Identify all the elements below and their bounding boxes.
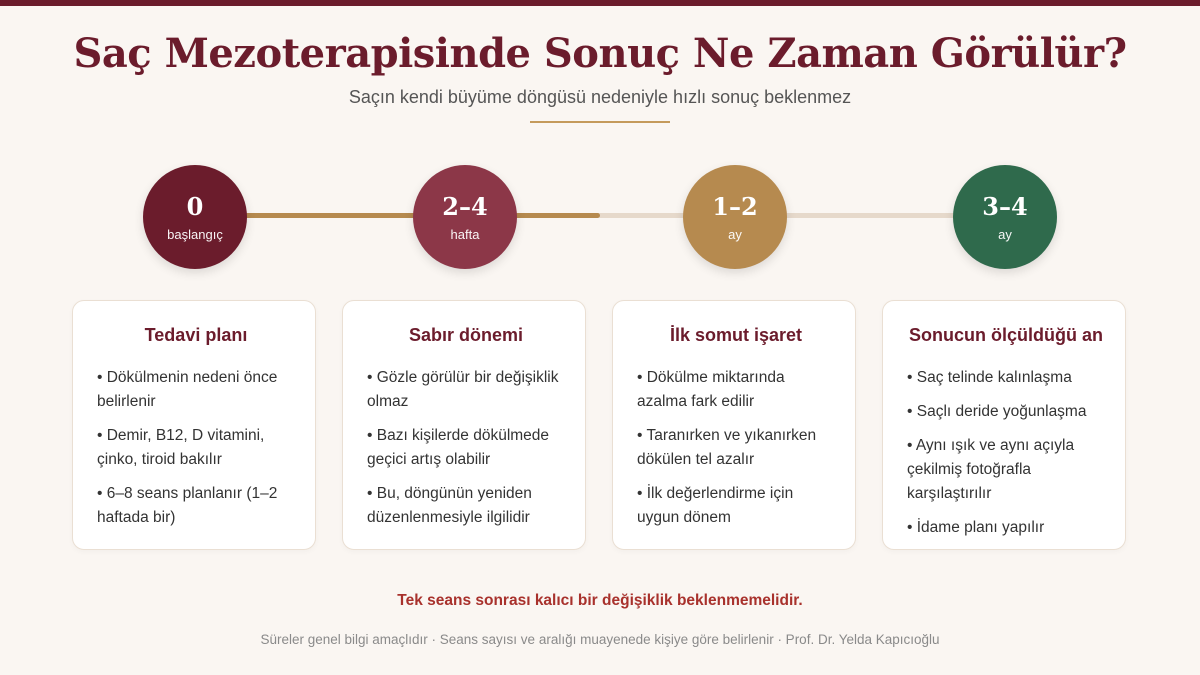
list-item: • Demir, B12, D vitamini, çinko, tiroid bakılır xyxy=(97,427,265,468)
card-title: Sabır dönemi xyxy=(408,325,524,345)
timeline-step-months-early xyxy=(683,165,787,269)
page-title: Saç Mezoterapisinde Sonuç Ne Zaman Görülür? xyxy=(73,30,1127,77)
list-item: • İdame planı yapılır xyxy=(907,519,1045,536)
card-list xyxy=(97,366,295,530)
card-result-measured xyxy=(882,300,1126,550)
list-item: • 6–8 seans planlanır (1–2 haftada bir) xyxy=(97,485,278,526)
list-item: • Bazı kişilerde dökülmede geçici artış olabilir xyxy=(367,427,550,468)
warning-note: Tek seans sonrası kalıcı bir değişiklik beklenmemelidir. xyxy=(397,592,803,609)
card-treatment-plan xyxy=(72,300,316,550)
timeline-step-months-result xyxy=(953,165,1057,269)
step-value: 3–4 xyxy=(982,191,1028,221)
list-item: • Bu, döngünün yeniden düzenlenmesiyle ilgilidir xyxy=(367,485,532,526)
step-unit: ay xyxy=(728,226,742,242)
card-list xyxy=(367,366,565,530)
step-value: 0 xyxy=(186,191,204,221)
timeline-step-weeks xyxy=(413,165,517,269)
list-item: • Saçlı deride yoğunlaşma xyxy=(907,403,1087,420)
card-first-sign xyxy=(612,300,856,550)
card-list xyxy=(637,366,835,530)
card-patience-period xyxy=(342,300,586,550)
card-title: Tedavi planı xyxy=(144,325,248,345)
title-divider xyxy=(530,121,670,123)
list-item: • İlk değerlendirme için uygun dönem xyxy=(637,485,794,526)
footer-note: Süreler genel bilgi amaçlıdır · Seans sayısı ve aralığı muayenede kişiye göre belirlenir · Prof. Dr. Yelda Kapıcıoğlu xyxy=(260,632,940,647)
card-title: Sonucun ölçüldüğü an xyxy=(909,325,1103,345)
card-list xyxy=(907,366,1105,540)
timeline-progress xyxy=(195,213,600,218)
top-accent-bar xyxy=(0,0,1200,6)
list-item: • Gözle görülür bir değişiklik olmaz xyxy=(367,369,559,410)
list-item: • Taranırken ve yıkanırken dökülen tel azalır xyxy=(637,427,817,468)
timeline-step-start xyxy=(143,165,247,269)
step-value: 2–4 xyxy=(442,191,488,221)
page-subtitle: Saçın kendi büyüme döngüsü nedeniyle hızlı sonuç beklenmez xyxy=(348,87,852,107)
list-item: • Aynı ışık ve aynı açıyla çekilmiş fotoğrafla karşılaştırılır xyxy=(907,437,1075,502)
step-unit: hafta xyxy=(450,226,480,242)
list-item: • Dökülmenin nedeni önce belirlenir xyxy=(97,369,278,410)
step-unit: ay xyxy=(998,226,1012,242)
card-title: İlk somut işaret xyxy=(669,325,803,345)
step-unit: başlangıç xyxy=(167,226,223,242)
list-item: • Dökülme miktarında azalma fark edilir xyxy=(637,369,785,410)
list-item: • Saç telinde kalınlaşma xyxy=(907,369,1072,386)
step-value: 1–2 xyxy=(712,191,758,221)
